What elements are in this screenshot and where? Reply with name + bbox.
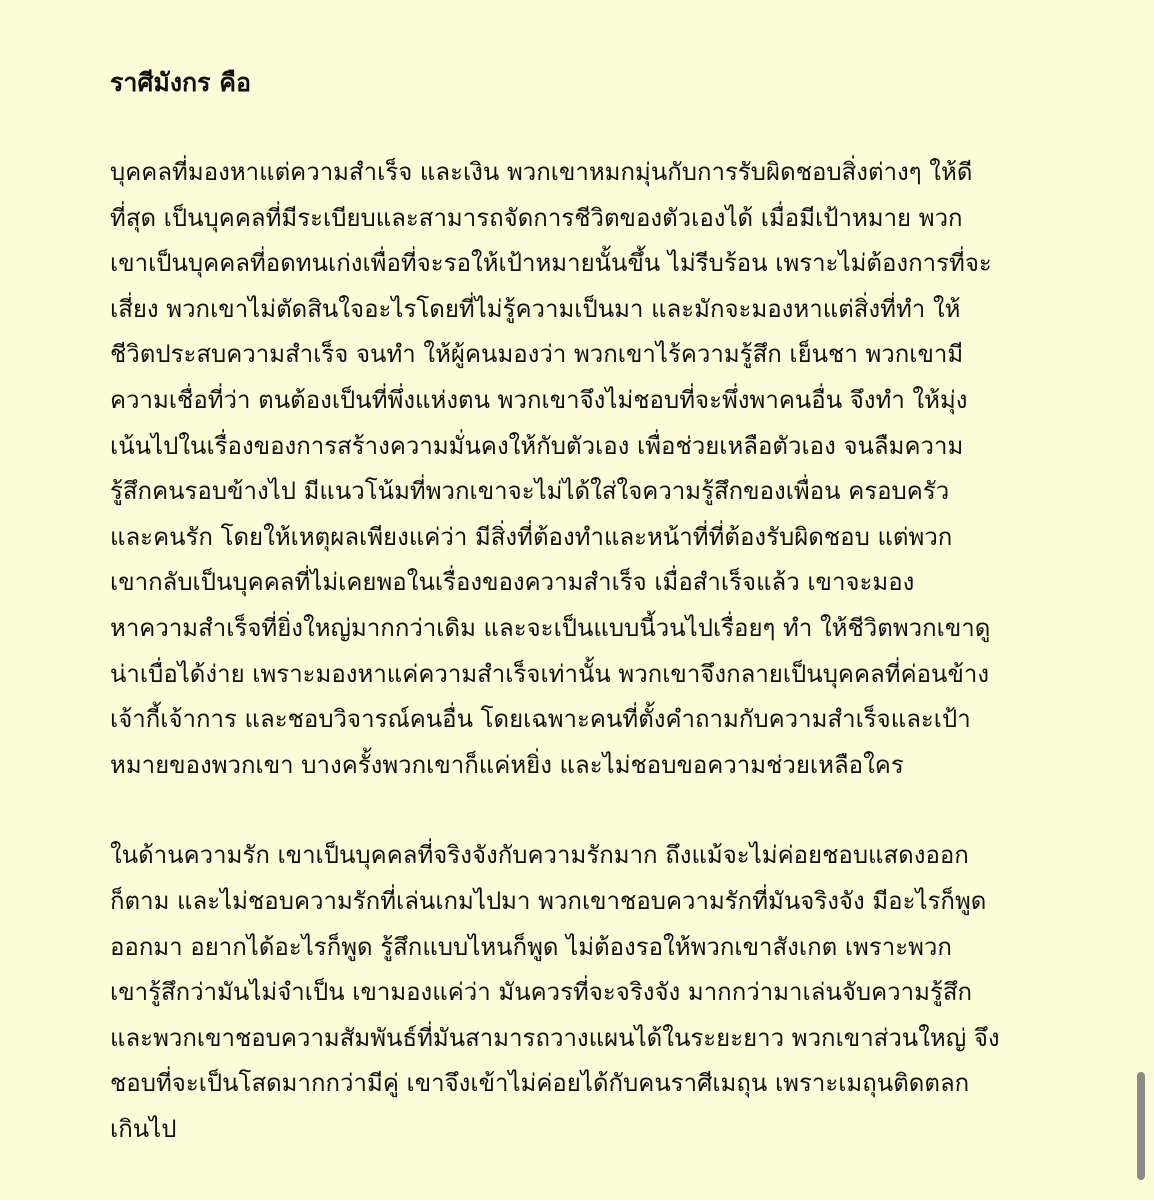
paragraph-personality bbox=[110, 150, 1050, 788]
text-line: ก็ตาม และไม่ชอบความรักที่เล่นเกมไปมา พวกเขาชอบความรักที่มันจริงจัง มีอะไรก็พูด bbox=[110, 886, 987, 915]
text-line: ชอบที่จะเป็นโสดมากกว่ามีคู่ เขาจึงเข้าไม่ค่อยได้กับคนราศีเมถุน เพราะเมถุนติดตลก bbox=[110, 1069, 970, 1098]
text-line: บุคคลที่มองหาแต่ความสำเร็จ และเงิน พวกเขาหมกมุ่นกับการรับผิดชอบสิ่งต่างๆ ให้ดี bbox=[110, 158, 973, 186]
text-line: เขากลับเป็นบุคคลที่ไม่เคยพอในเรื่องของความสำเร็จ เมื่อสำเร็จแล้ว เขาจะมอง bbox=[110, 568, 915, 597]
vertical-scrollbar[interactable] bbox=[1137, 0, 1145, 1200]
text-line: ความเชื่อที่ว่า ตนต้องเป็นที่พึ่งแห่งตน พวกเขาจึงไม่ชอบที่จะพึ่งพาคนอื่น จึงทำ ให้มุ่ง bbox=[110, 385, 968, 414]
note-content bbox=[110, 60, 1050, 1152]
text-line: ออกมา อยากได้อะไรก็พูด รู้สึกแบบไหนก็พูด ไม่ต้องรอให้พวกเขาสังเกต เพราะพวก bbox=[110, 932, 952, 961]
note-title: ราศีมังกร คือ bbox=[110, 68, 252, 97]
text-line: เจ้ากี้เจ้าการ และชอบวิจารณ์คนอื่น โดยเฉพาะคนที่ตั้งคำถามกับความสำเร็จและเป้า bbox=[110, 705, 971, 734]
text-line: ที่สุด เป็นบุคคลที่มีระเบียบและสามารถจัดการชีวิตของตัวเองได้ เมื่อมีเป้าหมาย พวก bbox=[110, 203, 963, 232]
text-line: หาความสำเร็จที่ยิ่งใหญ่มากกว่าเดิม และจะเป็นแบบนี้วนไปเรื่อยๆ ทำ ให้ชีวิตพวกเขาดู bbox=[110, 613, 991, 642]
scrollbar-thumb[interactable] bbox=[1137, 1072, 1145, 1180]
text-line: หมายของพวกเขา บางครั้งพวกเขาก็แค่หยิ่ง และไม่ชอบขอความช่วยเหลือใคร bbox=[110, 750, 904, 779]
paragraph-spacer bbox=[110, 788, 1050, 833]
text-line: เกินไป bbox=[110, 1114, 177, 1143]
text-line: เน้นไปในเรื่องของการสร้างความมั่นคงให้กับตัวเอง เพื่อช่วยเหลือตัวเอง จนลืมความ bbox=[110, 431, 964, 460]
text-line: เขาเป็นบุคคลที่อดทนเก่งเพื่อที่จะรอให้เป้าหมายนั้นขึ้น ไม่รีบร้อน เพราะไม่ต้องการที่จะ bbox=[110, 249, 992, 278]
text-line: และพวกเขาชอบความสัมพันธ์ที่มันสามารถวางแผนได้ในระยะยาว พวกเขาส่วนใหญ่ จึง bbox=[110, 1023, 1000, 1052]
text-line: ในด้านความรัก เขาเป็นบุคคลที่จริงจังกับความรักมาก ถึงแม้จะไม่ค่อยชอบแสดงออก bbox=[110, 841, 969, 870]
text-line: รู้สึกคนรอบข้างไป มีแนวโน้มที่พวกเขาจะไม่ได้ใส่ใจความรู้สึกของเพื่อน ครอบครัว bbox=[110, 477, 950, 506]
text-line: ชีวิตประสบความสำเร็จ จนทำ ให้ผู้คนมองว่า พวกเขาไร้ความรู้สึก เย็นชา พวกเขามี bbox=[110, 340, 964, 369]
text-line: น่าเบื่อได้ง่าย เพราะมองหาแค่ความสำเร็จเท่านั้น พวกเขาจึงกลายเป็นบุคคลที่ค่อนข้าง bbox=[110, 659, 990, 688]
text-line: และคนรัก โดยให้เหตุผลเพียงแค่ว่า มีสิ่งที่ต้องทำและหน้าที่ที่ต้องรับผิดชอบ แต่พวก bbox=[110, 522, 953, 551]
text-line: เขารู้สึกว่ามันไม่จำเป็น เขามองแค่ว่า มันควรที่จะจริงจัง มากกว่ามาเล่นจับความรู้สึก bbox=[110, 978, 973, 1007]
paragraph-love bbox=[110, 833, 1050, 1152]
text-line: เสี่ยง พวกเขาไม่ตัดสินใจอะไรโดยที่ไม่รู้ความเป็นมา และมักจะมองหาแต่สิ่งที่ทำ ให้ bbox=[110, 294, 961, 323]
